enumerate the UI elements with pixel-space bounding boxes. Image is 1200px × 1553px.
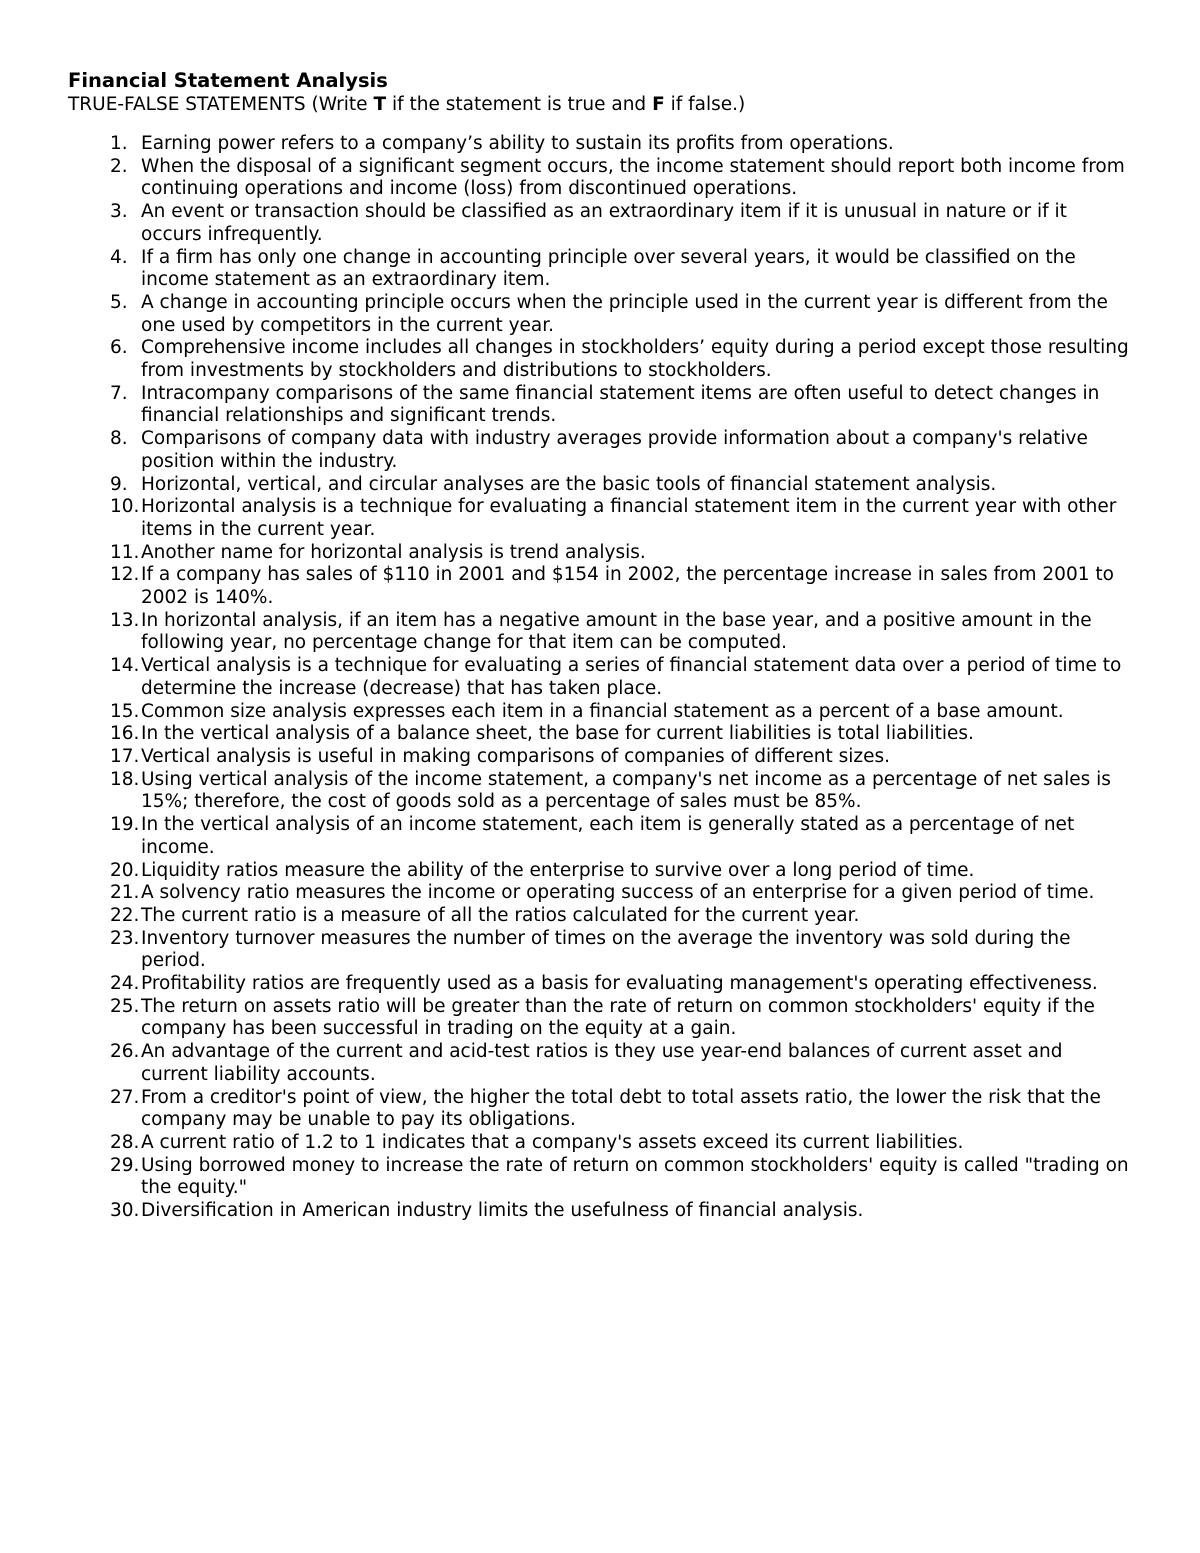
statement-text: A change in accounting principle occurs when the principle used in the current year is different from the one used by competitors in the current year. [141,291,1108,336]
statement-item [68,156,1133,201]
statement-item [68,882,1133,905]
statement-item [68,814,1133,859]
statement-number-label: 5. [110,291,128,313]
statement-item [68,973,1133,996]
statement-text: Another name for horizontal analysis is trend analysis. [141,541,646,563]
statement-text: Comparisons of company data with industry averages provide information about a company's relative position within the industry. [141,428,1088,472]
statement-item [68,564,1133,609]
statement-text: In the vertical analysis of an income statement, each item is generally stated as a percentage of net income. [141,814,1075,858]
statement-number [68,746,140,769]
statement-text: Horizontal, vertical, and circular analyses are the basic tools of financial statement analysis. [141,473,997,495]
instructions-suffix: if false.) [664,94,746,115]
statement-number [68,1087,140,1132]
statement-item [68,428,1133,473]
statement-number [68,655,140,700]
statement-text: Diversification in American industry limits the usefulness of financial analysis. [141,1200,864,1222]
statement-item [68,247,1133,292]
statement-number [68,973,140,996]
statement-number [68,474,140,497]
statement-number-label: 7. [110,382,128,404]
statement-number-label: 11. [110,541,140,563]
statement-number [68,542,140,565]
statement-text: The return on assets ratio will be greater than the rate of return on common stockholders' equity if the company has been successful in trading on the equity at a gain. [141,995,1095,1040]
statement-text: An advantage of the current and acid-test ratios is they use year-end balances of current asset and current liability accounts. [141,1041,1063,1085]
statement-number-label: 17. [110,745,140,767]
statement-number [68,292,140,337]
statement-item [68,542,1133,565]
instructions [68,93,1133,116]
statement-text: Horizontal analysis is a technique for evaluating a financial statement item in the current year with other items in the current year. [141,496,1117,540]
statement-text: If a company has sales of $110 in 2001 and $154 in 2002, the percentage increase in sales from 2001 to 2002 is 140%. [141,564,1114,609]
statement-text: Using vertical analysis of the income statement, a company's net income as a percentage of net sales is 15%; therefore, the cost of goods sold as a percentage of sales must be 85%. [141,768,1111,813]
statement-number-label: 19. [110,814,140,836]
statement-text: Liquidity ratios measure the ability of the enterprise to survive over a long period of time. [141,859,975,881]
statement-number [68,247,140,292]
statement-text: Comprehensive income includes all changes in stockholders’ equity during a period except those resulting from investments by stockholders and distributions to stockholders. [141,337,1129,382]
statement-text: Inventory turnover measures the number of times on the average the inventory was sold during the period. [141,927,1071,972]
statement-number-label: 2. [110,155,128,177]
statement-text: A current ratio of 1.2 to 1 indicates that a company's assets exceed its current liabilities. [141,1131,964,1153]
statement-number [68,769,140,814]
statement-item [68,133,1133,156]
statement-number [68,133,140,156]
statement-text: When the disposal of a significant segment occurs, the income statement should report both income from continuing operations and income (loss) from discontinued operations. [141,155,1125,200]
statement-item [68,701,1133,724]
statement-text: An event or transaction should be classified as an extraordinary item if it is unusual in nature or if it occurs infrequently. [141,201,1067,245]
statement-number-label: 18. [110,768,140,790]
statement-item [68,474,1133,497]
statement-number-label: 9. [110,473,128,495]
statement-text: Intracompany comparisons of the same financial statement items are often useful to detect changes in financial relationships and significant trends. [141,382,1100,427]
statement-number-label: 25. [110,995,140,1017]
statement-item [68,1155,1133,1200]
statement-text: Common size analysis expresses each item in a financial statement as a percent of a base amount. [141,700,1064,722]
statement-text: Using borrowed money to increase the rate of return on common stockholders' equity is called "trading on the equity." [141,1154,1129,1199]
statement-number-label: 14. [110,655,140,677]
instructions-middle: if the statement is true and [386,94,653,115]
statement-item [68,1041,1133,1086]
statement-number-label: 27. [110,1086,140,1108]
statement-number [68,723,140,746]
statement-item [68,383,1133,428]
statement-number [68,1041,140,1086]
statement-number-label: 15. [110,700,140,722]
statement-item [68,928,1133,973]
statement-number-label: 20. [110,859,140,881]
statement-text: Earning power refers to a company’s ability to sustain its profits from operations. [141,133,894,154]
instructions-true-letter: T [373,94,387,115]
instructions-false-letter: F [652,94,665,115]
statement-number-label: 8. [110,428,128,450]
statement-number [68,383,140,428]
statement-number [68,610,140,655]
statement-item [68,1132,1133,1155]
statement-number-label: 30. [110,1200,140,1222]
statement-text: In horizontal analysis, if an item has a negative amount in the base year, and a positive amount in the following year, no percentage change for that item can be computed. [141,609,1092,654]
statement-number [68,701,140,724]
statement-number [68,860,140,883]
statement-number-label: 23. [110,927,140,949]
statement-number-label: 29. [110,1154,140,1176]
statement-number [68,337,140,382]
statement-number [68,1155,140,1200]
statement-number-label: 22. [110,904,140,926]
statement-number [68,156,140,201]
statement-item [68,337,1133,382]
statement-number [68,1132,140,1155]
statement-number [68,814,140,859]
statement-number [68,882,140,905]
statement-item [68,769,1133,814]
statement-number-label: 24. [110,973,140,995]
statement-item [68,1200,1133,1223]
statement-text: If a firm has only one change in accounting principle over several years, it would be classified on the income statement as an extraordinary item. [141,246,1076,291]
document-page [68,70,1133,1223]
statement-text: In the vertical analysis of a balance sheet, the base for current liabilities is total liabilities. [141,723,974,745]
statement-text: A solvency ratio measures the income or operating success of an enterprise for a given period of time. [141,882,1095,904]
statement-number-label: 10. [110,496,140,518]
statement-text: Vertical analysis is a technique for evaluating a series of financial statement data over a period of time to determine the increase (decrease) that has taken place. [141,655,1122,699]
statement-number-label: 26. [110,1041,140,1063]
statement-item [68,610,1133,655]
statement-item [68,201,1133,246]
statement-number-label: 28. [110,1131,140,1153]
statement-number-label: 13. [110,609,140,631]
statement-text: Profitability ratios are frequently used as a basis for evaluating management's operating effectiveness. [141,973,1098,995]
statement-number [68,564,140,609]
statement-item [68,905,1133,928]
instructions-prefix: TRUE-FALSE STATEMENTS (Write [68,94,374,115]
statement-number [68,905,140,928]
statement-number-label: 21. [110,882,140,904]
statement-item [68,496,1133,541]
statement-number-label: 3. [110,201,128,223]
statement-number [68,928,140,973]
statement-number [68,428,140,473]
statement-text: Vertical analysis is useful in making comparisons of companies of different sizes. [141,745,891,767]
statement-number [68,496,140,541]
statement-number [68,201,140,246]
statement-item [68,860,1133,883]
statement-number [68,996,140,1041]
statement-number-label: 16. [110,723,140,745]
statement-item [68,996,1133,1041]
statement-number-label: 12. [110,564,140,586]
statement-number-label: 1. [110,133,128,154]
statement-item [68,1087,1133,1132]
statement-number [68,1200,140,1223]
statement-text: The current ratio is a measure of all the ratios calculated for the current year. [141,904,860,926]
statement-item [68,723,1133,746]
statement-number-label: 6. [110,337,128,359]
statement-item [68,292,1133,337]
statement-number-label: 4. [110,246,128,268]
statement-item [68,746,1133,769]
statement-list [68,133,1133,1223]
statement-text: From a creditor's point of view, the higher the total debt to total assets ratio, the lower the risk that the company may be unable to pay its obligations. [141,1086,1101,1131]
document-title: Financial Statement Analysis [68,69,388,92]
statement-item [68,655,1133,700]
